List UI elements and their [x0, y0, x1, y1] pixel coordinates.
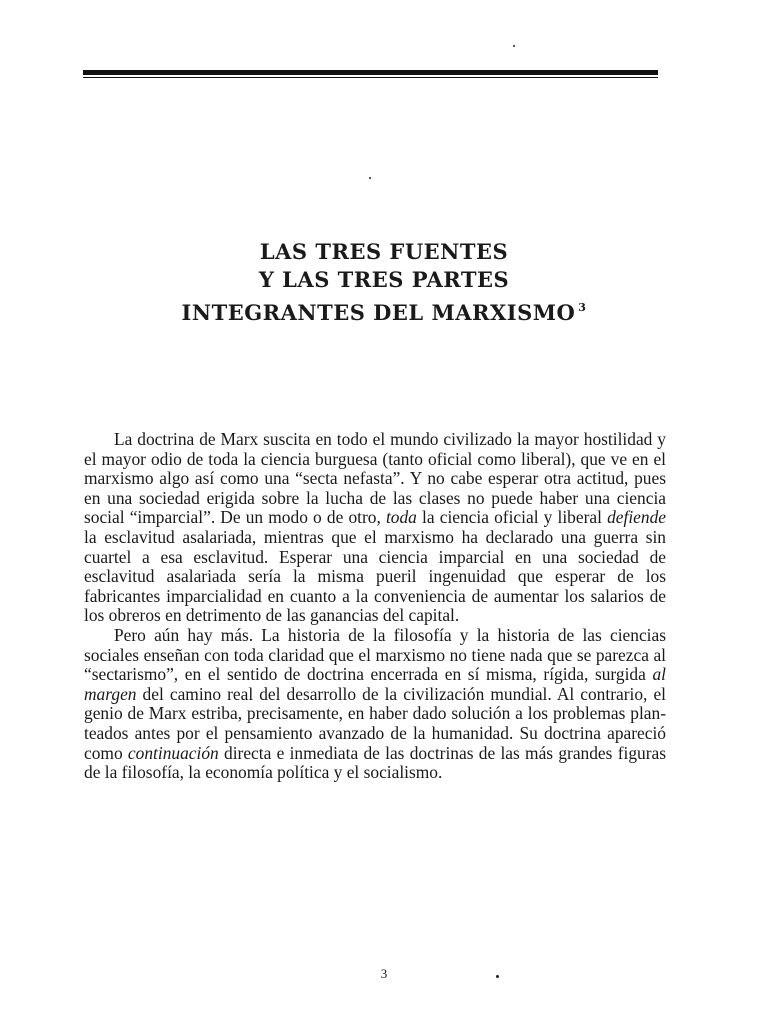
italic-emphasis: defiende: [607, 507, 666, 528]
top-rule-thick: [83, 70, 658, 75]
italic-emphasis: toda: [385, 507, 417, 528]
text-run: La doctrina de Marx suscita en todo el mundo civilizado la mayor hostilidad y el mayor odio de toda la ciencia burguesa (tanto oficial como liberal), que ve en el marxismo algo así como una “secta nefasta”. Y no cabe esperar otra actitud, pues en una sociedad erigida sobre la lucha de las clases no puede haber una ciencia social “imparcial”. De un modo o de otro,: [84, 429, 666, 528]
text-run: la esclavitud asalariada, mientras que el marxismo ha declarado una guerra sin cuartel a esa esclavitud. Esperar una ciencia imparcial en una sociedad de esclavitud asalariada sería la misma pueril ingenuidad que esperar de los fabricantes imparcialidad en cuanto a la conveniencia de aumentar los salarios de los obreros en detrimento de las ganancias del capital.: [84, 526, 666, 626]
italic-emphasis: continuación: [127, 742, 219, 763]
title-line-3-text: INTEGRANTES DEL MARXISMO: [181, 300, 576, 325]
paragraph-1: [84, 430, 666, 626]
title-line-1: LAS TRES FUENTES: [259, 239, 509, 264]
scan-speck: [513, 45, 515, 47]
text-run: la ciencia oficial y liberal: [416, 507, 608, 528]
text-run: Pero aún hay más. La historia de la filosofía y la historia de las ciencias sociales enseñan con toda claridad que el marxismo no tiene nada que se parezca al “sectarismo”, en el sentido de doctrina encerrada en sí misma, rígida, surgida: [84, 624, 666, 685]
page-number: 3: [380, 966, 388, 981]
title-line-3: [0, 294, 768, 327]
top-rule-thin: [83, 77, 658, 78]
paragraph-2: [84, 626, 666, 783]
text-run: directa e inmediata de las doctrinas de las más grandes figuras de la filosofía, la economía política y el socialismo.: [84, 742, 666, 783]
italic-emphasis: al margen: [84, 664, 666, 704]
title-line-2: Y LAS TRES PARTES: [258, 267, 510, 292]
title-footnote-marker: 3: [578, 301, 587, 314]
chapter-title: [0, 238, 768, 327]
scan-speck: [496, 975, 499, 978]
text-run: del camino real del desarrollo de la civilización mundial. Al contrario, el genio de Marx estriba, precisamente, en haber dado solución a los problemas planteados antes por el pensamiento avanzado de la humanidad. Su doctrina apareció como: [84, 683, 666, 763]
body-text: [84, 430, 666, 783]
scan-speck: [369, 177, 371, 179]
